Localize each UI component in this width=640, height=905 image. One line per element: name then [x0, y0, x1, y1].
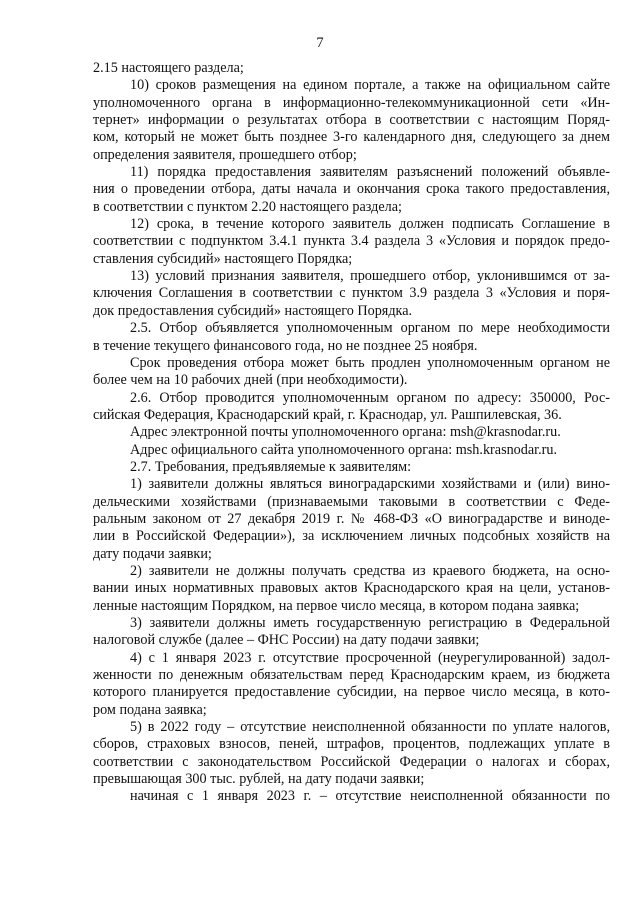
text-line: сборов, страховых взносов, пеней, штрафов, процентов, подлежащих уплате в	[93, 736, 610, 753]
text-line: 11) порядка предоставления заявителям разъяснений положений объявле-	[130, 164, 610, 181]
text-line: 10) сроков размещения на едином портале, а также на официальном сайте	[130, 77, 610, 94]
text-line: 2.7. Требования, предъявляемые к заявителям:	[130, 458, 412, 475]
text-line: 2.6. Отбор проводится уполномоченным органом по адресу: 350000, Рос-	[130, 389, 610, 406]
text-line: 1) заявители должны являться виноградарскими хозяйствами и (или) вино-	[130, 476, 610, 493]
text-line: ключения Соглашения в соответствии с пунктом 3.9 раздела 3 «Условия и поря-	[93, 285, 610, 302]
text-line: ром подана заявка;	[93, 701, 207, 718]
document-body	[93, 60, 610, 806]
text-line: ленные настоящим Порядком, на первое число месяца, в котором подана заявка;	[93, 597, 580, 614]
text-line: в течение текущего финансового года, но не позднее 25 ноября.	[93, 337, 478, 354]
text-line: 3) заявители должны иметь государственную регистрацию в Федеральной	[130, 615, 610, 631]
text-line: Срок проведения отбора может быть продлен уполномоченным органом не	[130, 354, 610, 371]
text-line: женности по денежным обязательствам перед Краснодарским краем, из бюджета	[93, 667, 610, 684]
text-line: лии в Российской Федерации»), за исключением личных подсобных хозяйств на	[93, 528, 610, 545]
text-line: дату подачи заявки;	[93, 545, 212, 562]
text-line: ставления субсидий» настоящего Порядка;	[93, 250, 353, 267]
text-line: вании иных нормативных правовых актов Краснодарского края на цели, установ-	[93, 580, 610, 597]
text-line: 12) срока, в течение которого заявитель должен подписать Соглашение в	[130, 216, 610, 233]
text-line: док предоставления субсидий» настоящего Порядка.	[93, 302, 413, 319]
text-line: которого планируется предоставление субсидии, на первое число месяца, в кото-	[93, 684, 610, 701]
text-line: ральным законом от 27 декабря 2019 г. № 468-ФЗ «О виноградарстве и виноде-	[93, 510, 610, 527]
text-line: Адрес официального сайта уполномоченного органа: msh.krasnodar.ru.	[130, 441, 558, 458]
text-line: соответствии с подпунктом 3.4.1 пункта 3.4 раздела 3 «Условия и порядок предо-	[93, 233, 610, 250]
text-line: налоговой службе (далее – ФНС России) на дату подачи заявки;	[93, 632, 480, 649]
text-line: ния о проведении отбора, даты начала и окончания срока такого предоставления,	[93, 181, 610, 198]
text-line: более чем на 10 рабочих дней (при необходимости).	[93, 372, 408, 389]
text-line: 2.5. Отбор объявляется уполномоченным органом по мере необходимости	[130, 320, 610, 337]
text-line: в соответствии с пунктом 2.20 настоящего раздела;	[93, 198, 402, 215]
text-line: 4) с 1 января 2023 г. отсутствие просроченной (неурегулированной) задол-	[130, 649, 610, 666]
text-line: определения заявителя, прошедшего отбор;	[93, 146, 357, 163]
text-line: начиная с 1 января 2023 г. – отсутствие неисполненной обязанности по	[130, 788, 610, 805]
text-line: Адрес электронной почты уполномоченного органа: msh@krasnodar.ru.	[130, 424, 561, 441]
text-line: тернет» информации о результатах отбора в соответствии с настоящим Поряд-	[93, 112, 610, 129]
text-line: 13) условий признания заявителя, прошедшего отбор, уклонившимся от за-	[130, 268, 610, 285]
page-number: 7	[316, 35, 324, 51]
text-line: сийская Федерация, Краснодарский край, г. Краснодар, ул. Рашпилевская, 36.	[93, 406, 562, 423]
text-line: 2) заявители не должны получать средства из краевого бюджета, на осно-	[130, 562, 610, 579]
text-line: соответствии с законодательством Российской Федерации о налогах и сборах,	[93, 753, 610, 770]
text-line: ком, который не может быть позднее 3-го календарного дня, следующего за днем	[93, 129, 610, 146]
text-line: 2.15 настоящего раздела;	[93, 60, 244, 76]
text-line: 5) в 2022 году – отсутствие неисполненной обязанности по уплате налогов,	[130, 719, 610, 736]
text-line: превышающая 300 тыс. рублей, на дату подачи заявки;	[93, 771, 425, 788]
text-line: уполномоченного органа в информационно-телекоммуникационной сети «Ин-	[93, 94, 610, 111]
text-line: дельческими хозяйствами (признаваемыми таковыми в соответствии с Феде-	[93, 493, 610, 510]
